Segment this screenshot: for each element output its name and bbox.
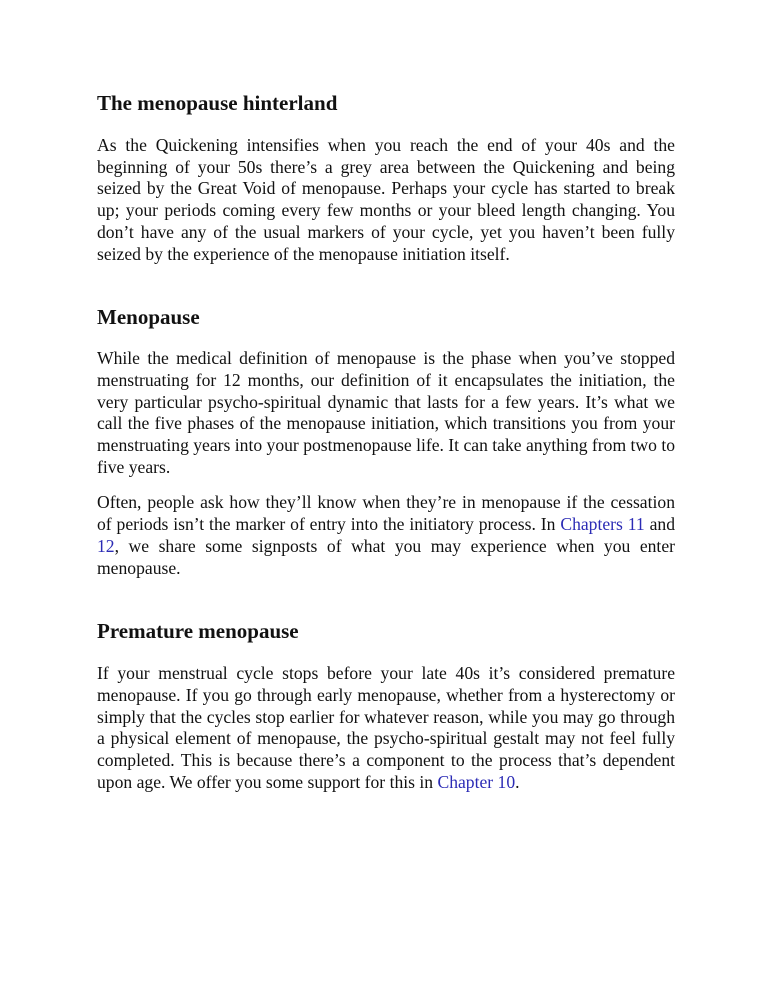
section-heading: The menopause hinterland	[97, 91, 338, 115]
section-menopause	[97, 302, 675, 579]
chapter-10-link[interactable]: Chapter 10	[437, 771, 516, 792]
body-paragraph: While the medical definition of menopause is the phase when you’ve stopped menstruating for 12 months, our definition of it encapsulates the initiation, the very particular psycho-spiritual dynamic that lasts for a few years. It’s what we call the five phases of the menopause initiation, which transitions you from your menstruating years into your postmenopause life. It can take anything from two to five years.	[97, 348, 676, 477]
paragraph-text: If your menstrual cycle stops before your late 40s it’s considered premature menopause. If you go through early menopause, whether from a hysterectomy or simply that the cycles stop earlier for whatever reason, while you may go through a physical element of menopause, the psycho-spiritual gestalt may not feel fully completed. This is because there’s a component to the process that’s dependent upon age. We offer you some support for this in	[97, 663, 675, 792]
paragraph-text: .	[515, 771, 520, 792]
paragraph-text: and	[644, 514, 675, 535]
chapter-11-link[interactable]: Chapters 11	[560, 514, 645, 535]
section-heading: Menopause	[97, 305, 200, 330]
paragraph-text: Often, people ask how they’ll know when they’re in menopause if the cessation of periods isn’t the marker of entry into the initiatory process. In	[97, 492, 675, 535]
section-premature-menopause	[97, 616, 675, 793]
document-page	[97, 88, 675, 793]
body-paragraph: As the Quickening intensifies when you reach the end of your 40s and the beginning of your 50s there’s a grey area between the Quickening and being seized by the Great Void of menopause. Perhaps your cycle has started to break up; your periods coming every few months or your bleed length changing. You don’t have any of the usual markers of your cycle, yet you haven’t been fully seized by the experience of the menopause initiation itself.	[97, 135, 675, 264]
body-paragraph	[97, 663, 675, 793]
chapter-12-link[interactable]: 12	[97, 535, 115, 556]
section-heading: Premature menopause	[97, 619, 299, 644]
paragraph-text: , we share some signposts of what you may experience when you enter menopause.	[97, 535, 675, 578]
section-menopause-hinterland	[97, 88, 675, 265]
body-paragraph	[97, 492, 675, 579]
